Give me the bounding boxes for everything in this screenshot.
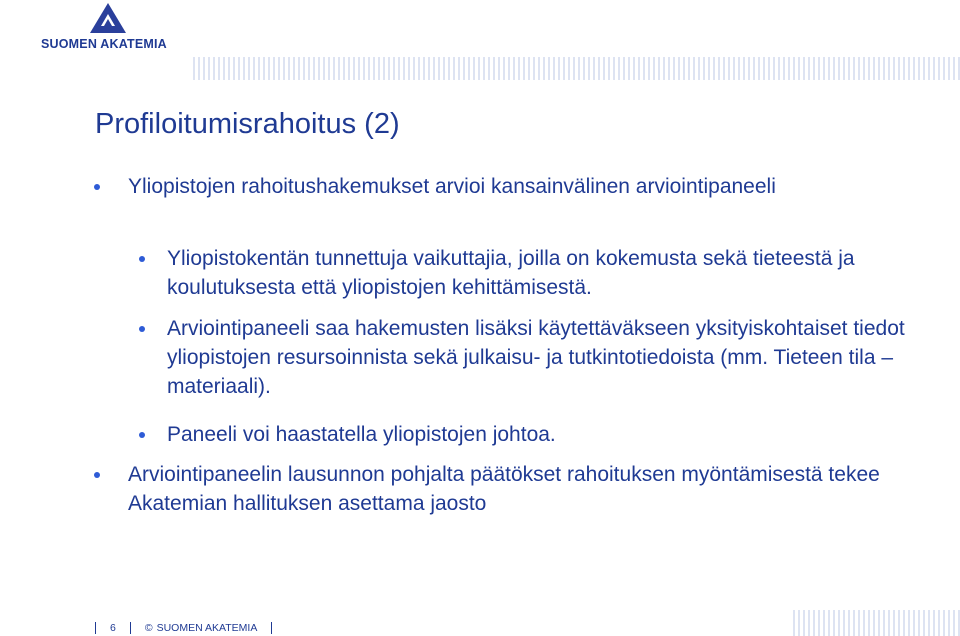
bullet-dot-icon bbox=[139, 432, 145, 438]
bullet-text: Arviointipaneelin lausunnon pohjalta päätökset rahoituksen myöntämisestä tekee Akatemian hallituksen asettama jaosto bbox=[128, 463, 880, 515]
slide-title: Profiloitumisrahoitus (2) bbox=[95, 108, 400, 140]
bullet-dot-icon bbox=[139, 326, 145, 332]
footer-divider bbox=[130, 622, 131, 634]
sub-bullet-item bbox=[167, 420, 927, 449]
sub-bullet-text: Arviointipaneeli saa hakemusten lisäksi käytettäväkseen yksityiskohtaiset tiedot yliopistojen resursoinnista sekä julkaisu- ja tutkintotiedoista (mm. Tieteen tila –materiaali). bbox=[167, 317, 905, 398]
bullet-item bbox=[128, 460, 928, 518]
header-band bbox=[190, 57, 960, 80]
logo bbox=[36, 2, 176, 54]
copyright-symbol: © bbox=[144, 622, 153, 634]
sub-bullet-item bbox=[167, 314, 927, 401]
logo-text: SUOMEN AKATEMIA bbox=[41, 37, 167, 51]
page-number: 6 bbox=[110, 622, 116, 634]
sub-bullet-item bbox=[167, 244, 927, 302]
footer-band bbox=[790, 610, 960, 636]
academy-triangle-icon bbox=[88, 2, 128, 34]
sub-bullet-text: Yliopistokentän tunnettuja vaikuttajia, joilla on kokemusta sekä tieteestä ja koulutuksesta että yliopistojen kehittämisestä. bbox=[167, 247, 855, 299]
footer-divider bbox=[95, 622, 96, 634]
bullet-item bbox=[128, 172, 928, 201]
sub-bullet-text: Paneeli voi haastatella yliopistojen johtoa. bbox=[167, 423, 556, 446]
bullet-dot-icon bbox=[139, 256, 145, 262]
bullet-text: Yliopistojen rahoitushakemukset arvioi kansainvälinen arviointipaneeli bbox=[128, 175, 776, 198]
footer-divider bbox=[271, 622, 272, 634]
slide-footer bbox=[95, 621, 286, 635]
footer-org: SUOMEN AKATEMIA bbox=[156, 622, 258, 634]
bullet-dot-icon bbox=[94, 184, 100, 190]
bullet-dot-icon bbox=[94, 472, 100, 478]
